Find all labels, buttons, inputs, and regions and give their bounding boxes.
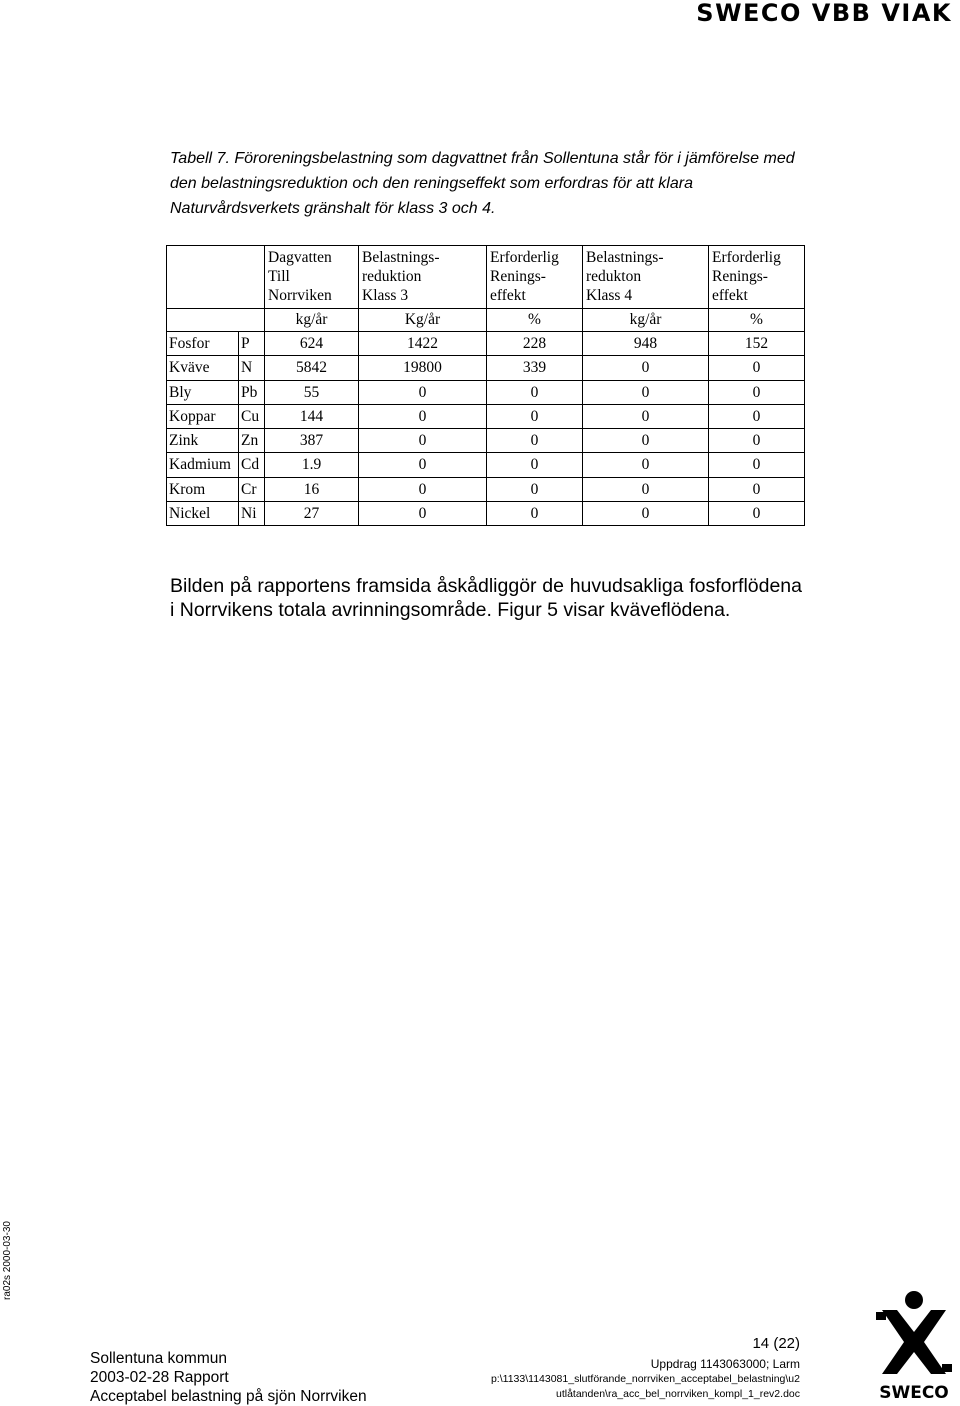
header-reduction-class4: Belastnings- redukton Klass 4: [583, 246, 709, 309]
value-cell: 0: [487, 502, 583, 526]
value-cell: 0: [487, 477, 583, 501]
unit-cell: kg/år: [265, 309, 359, 332]
substance-symbol: Zn: [239, 429, 265, 453]
substance-name: Fosfor: [167, 332, 239, 356]
substance-symbol: Ni: [239, 502, 265, 526]
template-stamp: ra02s 2000-03-30: [2, 1221, 13, 1300]
value-cell: 19800: [359, 356, 487, 380]
header-dagvatten: Dagvatten Till Norrviken: [265, 246, 359, 309]
footer-doc-title: Acceptabel belastning på sjön Norrviken: [90, 1388, 367, 1405]
sweco-figure-logo-icon: [876, 1291, 952, 1374]
substance-name: Kadmium: [167, 453, 239, 477]
value-cell: 0: [709, 356, 805, 380]
value-cell: 0: [487, 380, 583, 404]
value-cell: 0: [583, 380, 709, 404]
header-effect-class3: Erforderlig Renings- effekt: [487, 246, 583, 309]
units-row: [167, 309, 805, 332]
substance-symbol: N: [239, 356, 265, 380]
value-cell: 339: [487, 356, 583, 380]
value-cell: 0: [583, 477, 709, 501]
value-cell: 0: [487, 429, 583, 453]
header-effect-class4: Erforderlig Renings- effekt: [709, 246, 805, 309]
header-reduction-class3: Belastnings- reduktion Klass 3: [359, 246, 487, 309]
value-cell: 152: [709, 332, 805, 356]
table-row: [167, 332, 805, 356]
substance-symbol: Cu: [239, 404, 265, 428]
value-cell: 0: [709, 453, 805, 477]
footer-path-line1: p:\1133\1143081_slutförande_norrviken_acceptabel_belastning\u2: [490, 1373, 800, 1385]
footer-assignment: Uppdrag 1143063000; Larm: [650, 1357, 800, 1371]
value-cell: 228: [487, 332, 583, 356]
footer-client: Sollentuna kommun: [90, 1350, 227, 1367]
value-cell: 0: [359, 502, 487, 526]
value-cell: 0: [709, 477, 805, 501]
value-cell: 0: [359, 429, 487, 453]
value-cell: 0: [709, 429, 805, 453]
value-cell: 0: [709, 502, 805, 526]
table-row: [167, 356, 805, 380]
substance-name: Zink: [167, 429, 239, 453]
table-row: [167, 380, 805, 404]
page-number: 14 (22): [752, 1335, 800, 1352]
footer-right: [491, 1357, 800, 1402]
footer-path-line2: utlåtanden\ra_acc_bel_norrviken_kompl_1_rev2.doc: [556, 1388, 800, 1400]
unit-cell: kg/år: [583, 309, 709, 332]
value-cell: 624: [265, 332, 359, 356]
value-cell: 1.9: [265, 453, 359, 477]
table-header-row: [167, 246, 805, 309]
value-cell: 0: [583, 404, 709, 428]
value-cell: 0: [583, 453, 709, 477]
value-cell: 0: [487, 404, 583, 428]
value-cell: 0: [583, 502, 709, 526]
unit-cell: Kg/år: [359, 309, 487, 332]
substance-symbol: P: [239, 332, 265, 356]
value-cell: 0: [359, 453, 487, 477]
substance-symbol: Pb: [239, 380, 265, 404]
pollution-load-table: [166, 245, 805, 526]
footer-left: [90, 1349, 367, 1406]
unit-cell: %: [487, 309, 583, 332]
substance-name: Nickel: [167, 502, 239, 526]
body-paragraph: Bilden på rapportens framsida åskådliggör de huvudsakliga fosforflödena i Norrvikens totala avrinningsområde. Figur 5 visar kväveflödena.: [170, 575, 802, 621]
substance-symbol: Cd: [239, 453, 265, 477]
table-row: [167, 429, 805, 453]
value-cell: 0: [583, 429, 709, 453]
header-empty-cell: [167, 246, 265, 309]
value-cell: 0: [487, 453, 583, 477]
value-cell: 16: [265, 477, 359, 501]
unit-cell: %: [709, 309, 805, 332]
value-cell: 0: [359, 404, 487, 428]
substance-name: Kväve: [167, 356, 239, 380]
value-cell: 0: [709, 380, 805, 404]
value-cell: 55: [265, 380, 359, 404]
substance-name: Bly: [167, 380, 239, 404]
logo-text: SWECO: [879, 1383, 949, 1403]
table-row: [167, 502, 805, 526]
value-cell: 0: [359, 477, 487, 501]
table-caption: Tabell 7. Föroreningsbelastning som dagvattnet från Sollentuna står för i jämförelse med den belastningsreduktion och den reningseffekt som erfordras för att klara Naturvårdsverkets gränshalt för klass 3 och 4.: [170, 150, 795, 217]
brand-header: SWECO VBB VIAK: [696, 0, 952, 27]
table-row: [167, 477, 805, 501]
value-cell: 0: [709, 404, 805, 428]
sweco-logo: [872, 1290, 956, 1404]
table-row: [167, 453, 805, 477]
value-cell: 0: [583, 356, 709, 380]
value-cell: 948: [583, 332, 709, 356]
value-cell: 27: [265, 502, 359, 526]
substance-name: Krom: [167, 477, 239, 501]
table-row: [167, 404, 805, 428]
value-cell: 144: [265, 404, 359, 428]
value-cell: 1422: [359, 332, 487, 356]
substance-name: Koppar: [167, 404, 239, 428]
units-empty-cell: [167, 309, 265, 332]
footer-date-type: 2003-02-28 Rapport: [90, 1369, 229, 1386]
value-cell: 387: [265, 429, 359, 453]
value-cell: 5842: [265, 356, 359, 380]
substance-symbol: Cr: [239, 477, 265, 501]
value-cell: 0: [359, 380, 487, 404]
